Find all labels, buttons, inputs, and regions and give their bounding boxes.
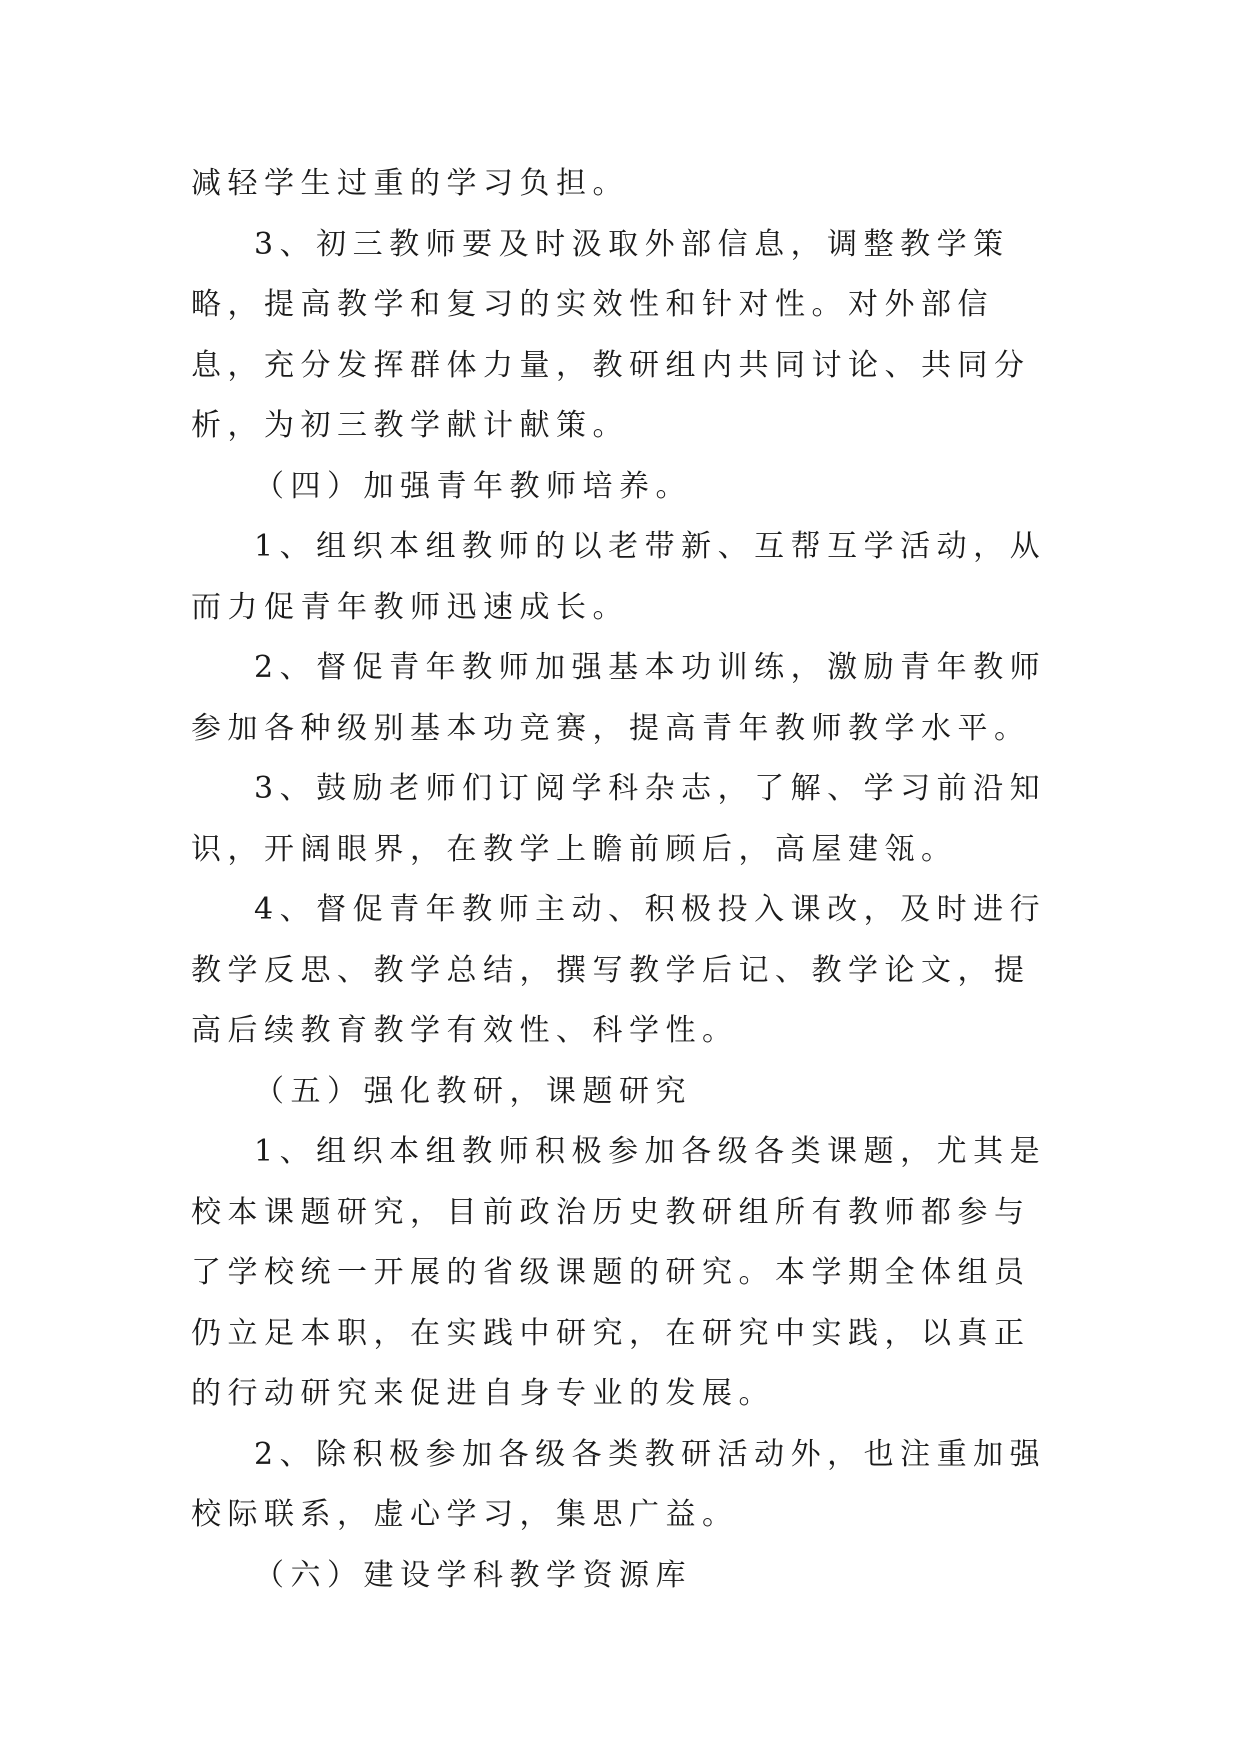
paragraph-item-3-journals: 3、鼓励老师们订阅学科杂志，了解、学习前沿知识，开阔眼界，在教学上瞻前顾后，高屋建瓴。 xyxy=(191,771,1047,867)
document-body xyxy=(191,154,1047,1606)
paragraph-continuation: 减轻学生过重的学习负担。 xyxy=(191,166,629,201)
section-heading-6: （六）建设学科教学资源库 xyxy=(254,1557,692,1593)
paragraph-item-2-basic-skills: 2、督促青年教师加强基本功训练，激励青年教师参加各种级别基本功竞赛，提高青年教师教学水平。 xyxy=(191,650,1047,746)
paragraph-item-1-mentoring: 1、组织本组教师的以老带新、互帮互学活动，从而力促青年教师迅速成长。 xyxy=(191,529,1047,625)
paragraph-item-3-senior-teachers: 3、初三教师要及时汲取外部信息，调整教学策略，提高教学和复习的实效性和针对性。对外部信息，充分发挥群体力量，教研组内共同讨论、共同分析，为初三教学献计献策。 xyxy=(191,226,1031,443)
paragraph-item-4-curriculum-reform: 4、督促青年教师主动、积极投入课改，及时进行教学反思、教学总结，撰写教学后记、教学论文，提高后续教育教学有效性、科学性。 xyxy=(191,892,1047,1048)
section-heading-4: （四）加强青年教师培养。 xyxy=(254,468,692,504)
paragraph-item-1-research-topics: 1、组织本组教师积极参加各级各类课题，尤其是校本课题研究，目前政治历史教研组所有教师都参与了学校统一开展的省级课题的研究。本学期全体组员仍立足本职，在实践中研究，在研究中实践，以真正的行动研究来促进自身专业的发展。 xyxy=(191,1134,1047,1411)
section-heading-5: （五）强化教研，课题研究 xyxy=(254,1073,692,1109)
paragraph-item-2-exchange: 2、除积极参加各级各类教研活动外，也注重加强校际联系，虚心学习，集思广益。 xyxy=(191,1436,1047,1532)
